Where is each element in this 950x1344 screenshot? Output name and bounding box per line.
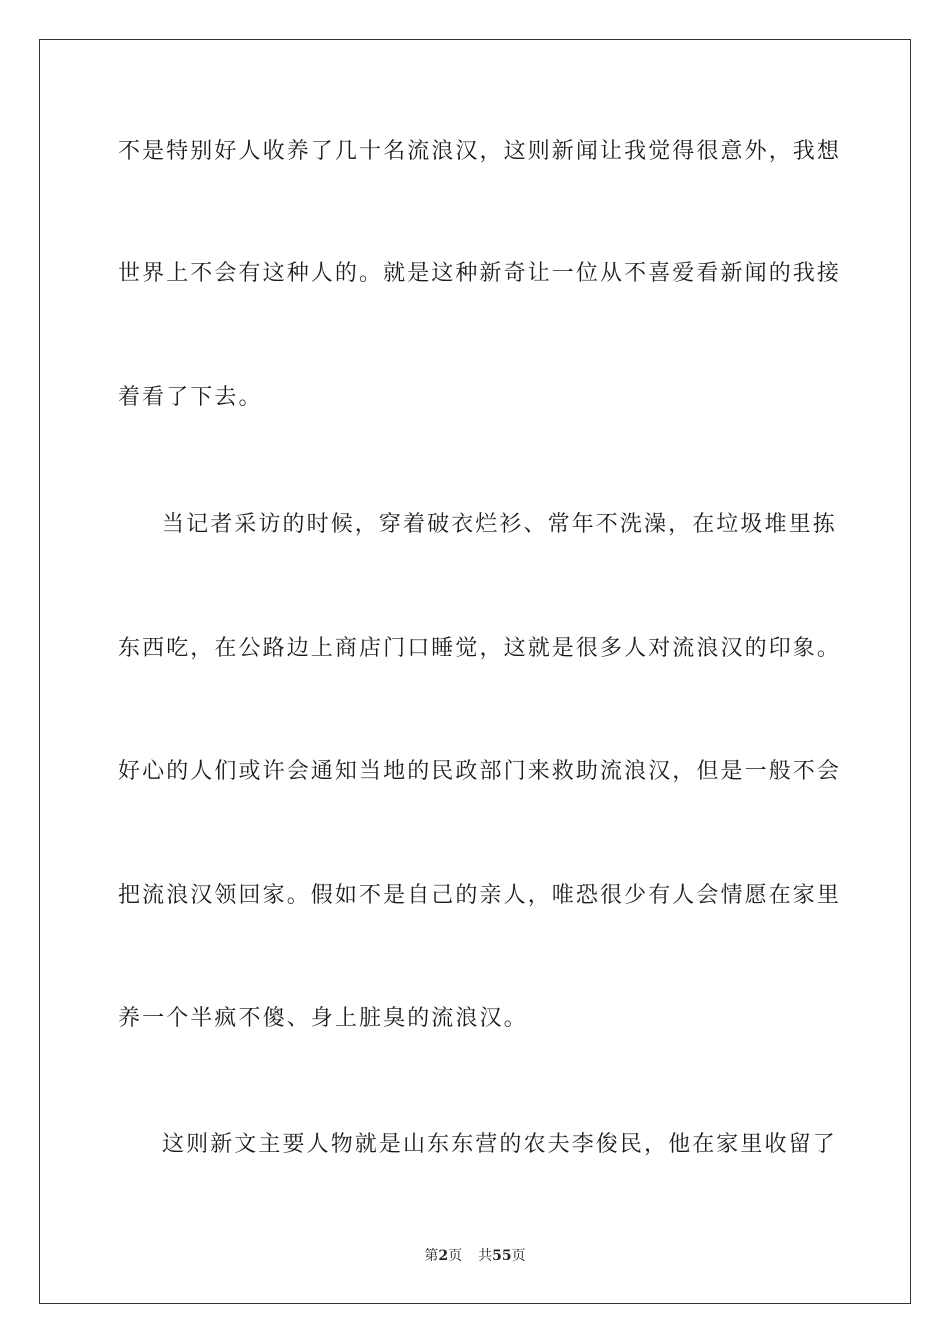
text-line: 好心的人们或许会通知当地的民政部门来救助流浪汉，但是一般不会	[118, 759, 842, 784]
text-line: 着看了下去。	[118, 385, 263, 410]
text-line: 东西吃，在公路边上商店门口睡觉，这就是很多人对流浪汉的印象。	[118, 636, 842, 661]
page-prefix: 第	[424, 1248, 439, 1264]
text-line: 世界上不会有这种人的。就是这种新奇让一位从不喜爱看新闻的我接	[118, 261, 842, 286]
text-line: 当记者采访的时候，穿着破衣烂衫、常年不洗澡，在垃圾堆里拣	[162, 512, 837, 537]
total-pages: 55	[492, 1248, 512, 1264]
page-border	[39, 39, 911, 1304]
page-number: 2	[438, 1248, 449, 1264]
text-line: 把流浪汉领回家。假如不是自己的亲人，唯恐很少有人会情愿在家里	[118, 883, 842, 908]
text-line: 这则新文主要人物就是山东东营的农夫李俊民，他在家里收留了	[162, 1132, 837, 1157]
total-suffix: 页	[511, 1248, 526, 1264]
text-line: 养一个半疯不傻、身上脏臭的流浪汉。	[118, 1006, 528, 1031]
page-suffix: 页	[448, 1248, 463, 1264]
page-footer	[0, 1246, 950, 1266]
total-prefix: 共	[478, 1248, 493, 1264]
text-line: 不是特别好人收养了几十名流浪汉，这则新闻让我觉得很意外，我想	[118, 139, 842, 164]
